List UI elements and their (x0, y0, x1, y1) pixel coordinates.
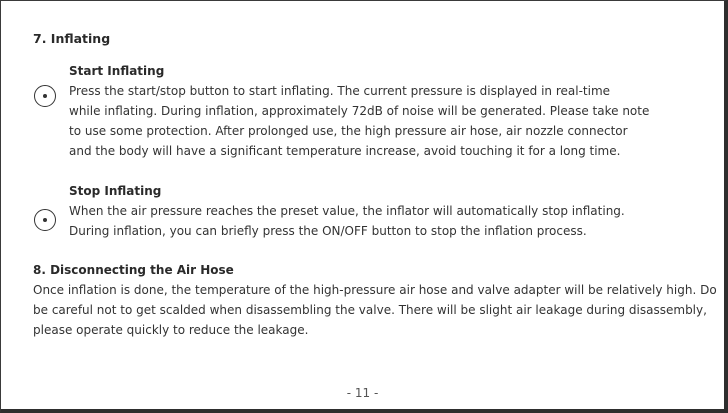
power-button-icon (34, 209, 56, 231)
stop-inflating-text (69, 201, 625, 241)
text-line: please operate quickly to reduce the leakage. (33, 323, 309, 337)
text-line: be careful not to get scalded when disassembling the valve. There will be slight air leakage during disassembly, (33, 303, 707, 317)
text-line: while inflating. During inflation, approximately 72dB of noise will be generated. Please take note (69, 104, 650, 118)
text-line: Press the start/stop button to start inflating. The current pressure is displayed in real-time (69, 84, 611, 98)
text-line: Once inflation is done, the temperature of the high-pressure air hose and valve adapter will be relatively high. Do (33, 283, 717, 297)
section-7-heading: 7. Inflating (33, 31, 111, 46)
stop-inflating-title: Stop Inflating (69, 184, 162, 198)
start-inflating-title: Start Inflating (69, 64, 165, 78)
section-8-text (33, 280, 717, 340)
text-line: to use some protection. After prolonged use, the high pressure air hose, air nozzle connector (69, 124, 628, 138)
power-button-icon (34, 85, 56, 107)
text-line: When the air pressure reaches the preset value, the inflator will automatically stop inflating. (69, 204, 625, 218)
section-8-heading: 8. Disconnecting the Air Hose (33, 263, 234, 277)
text-line: During inflation, you can briefly press the ON/OFF button to stop the inflation process. (69, 224, 587, 238)
start-inflating-text (69, 81, 649, 161)
page-number: - 11 - (346, 386, 379, 400)
text-line: and the body will have a significant temperature increase, avoid touching it for a long time. (69, 144, 621, 158)
